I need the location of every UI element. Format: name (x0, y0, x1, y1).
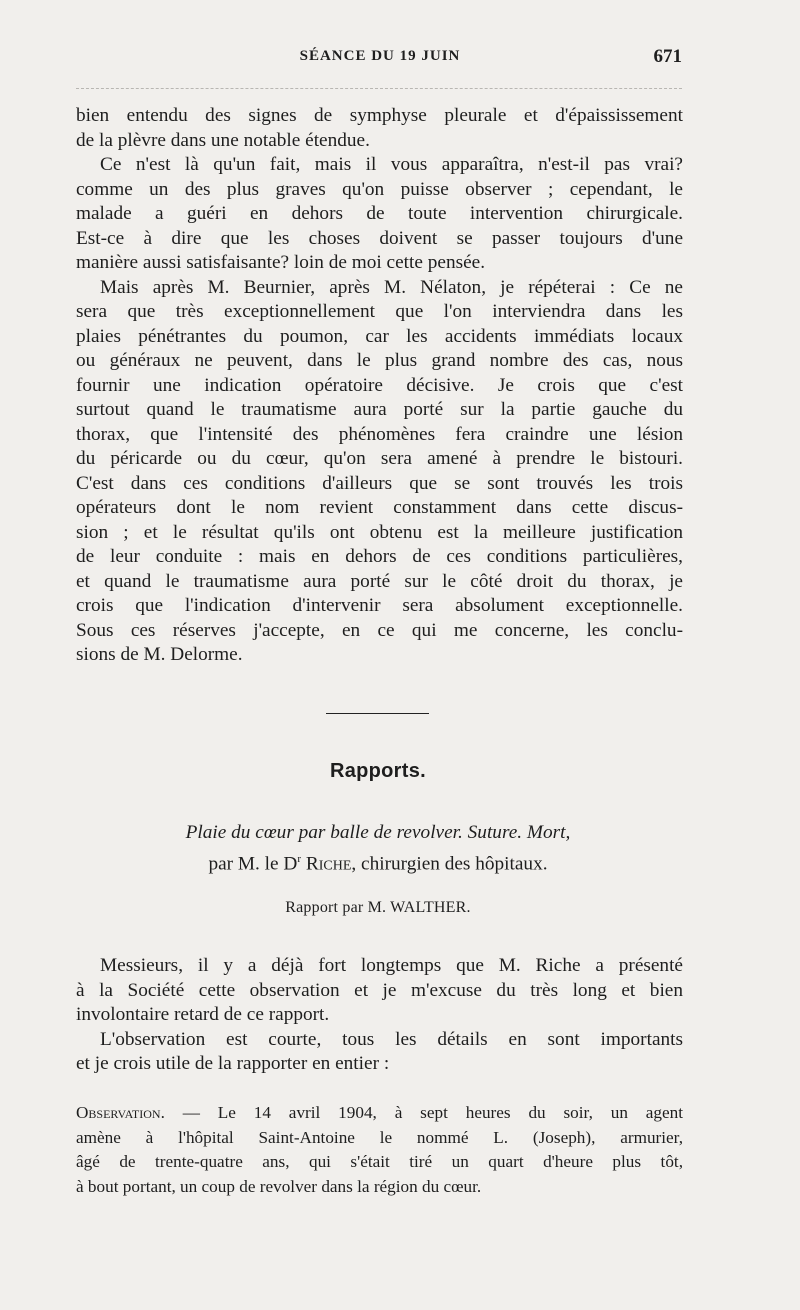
body-text (76, 104, 683, 668)
text-line: malade a guéri en dehors de toute intervention chirurgicale. (76, 203, 683, 224)
observation-first-line: — Le 14 avril 1904, à sept heures du soir, un agent (164, 1103, 683, 1122)
text-line: sion ; et le résultat qu'ils ont obtenu est la meilleure justification (76, 521, 683, 543)
text-line: involontaire retard de ce rapport. (76, 1004, 330, 1025)
text-line: Messieurs, il y a déjà fort longtemps que M. Riche a présenté (100, 955, 683, 976)
observation-label: Observation. (76, 1103, 165, 1122)
text-line: bien entendu des signes de symphyse pleurale et d'épaississement (76, 105, 683, 126)
header-rule (76, 88, 682, 89)
text-line: Mais après M. Beurnier, après M. Nélaton, je répéterai : Ce ne (100, 276, 683, 298)
text-line: crois que l'indication d'intervenir sera absolument exceptionnelle. (76, 595, 683, 616)
text-line: Ce n'est là qu'un fait, mais il vous apparaîtra, n'est-il pas vrai? (100, 154, 683, 175)
report-author-line (0, 846, 756, 877)
text-line: opérateurs dont le nom revient constamment dans cette discus- (76, 497, 683, 518)
report-title: Plaie du cœur par balle de revolver. Suture. Mort, (185, 822, 571, 843)
text-line: à la Société cette observation et je m'excuse du très long et bien (76, 979, 683, 1001)
text-line: de leur conduite : mais en dehors de ces conditions particulières, (76, 546, 683, 567)
author-title-superscript: r (297, 853, 302, 865)
text-line: de la plèvre dans une notable étendue. (76, 129, 370, 151)
text-line: Sous ces réserves j'accepte, en ce qui me concerne, les conclu- (76, 619, 683, 641)
author-prefix: par M. le D (208, 853, 298, 875)
text-line: âgé de trente-quatre ans, qui s'était tiré un quart d'heure plus tôt, (76, 1152, 683, 1171)
text-line: thorax, que l'intensité des phénomènes fera craindre une lésion (76, 423, 683, 445)
running-title: SÉANCE DU 19 JUIN (299, 48, 461, 64)
running-head (76, 48, 684, 74)
text-line: amène à l'hôpital Saint-Antoine le nommé L. (Joseph), armurier, (76, 1127, 683, 1147)
author-name: Riche (305, 853, 352, 875)
text-line: à bout portant, un coup de revolver dans la région du cœur. (76, 1176, 482, 1196)
text-line: C'est dans ces conditions d'ailleurs que se sont trouvés les trois (76, 472, 683, 494)
author-suffix: , chirurgien des hôpitaux. (351, 853, 548, 875)
section-title: Rapports. (329, 760, 427, 782)
text-line: et quand le traumatisme aura porté sur le côté droit du thorax, je (76, 570, 683, 592)
text-line: et je crois utile de la rapporter en entier : (76, 1053, 390, 1074)
text-line: sera que très exceptionnellement que l'on interviendra dans les (76, 301, 683, 322)
text-line: du péricarde ou du cœur, qu'on sera amené à prendre le bistouri. (76, 448, 683, 469)
page-number: 671 (653, 46, 682, 67)
text-line: ou généraux ne peuvent, dans le plus grand nombre des cas, nous (76, 350, 683, 371)
section-divider (326, 713, 429, 714)
text-line: comme un des plus graves qu'on puisse observer ; cependant, le (76, 178, 683, 200)
text-line: fournir une indication opératoire décisive. Je crois que c'est (76, 374, 683, 396)
report-text (76, 954, 683, 1077)
text-line: Est-ce à dire que les choses doivent se passer toujours d'une (76, 227, 683, 249)
observation-text (76, 1101, 683, 1199)
text-line: sions de M. Delorme. (76, 644, 243, 665)
text-line: manière aussi satisfaisante? loin de moi cette pensée. (76, 252, 486, 273)
text-line: plaies pénétrantes du poumon, car les accidents immédiats locaux (76, 325, 683, 347)
text-line: surtout quand le traumatisme aura porté sur la partie gauche du (76, 399, 683, 420)
text-line: L'observation est courte, tous les détails en sont importants (100, 1028, 683, 1050)
report-byline: Rapport par M. WALTHER. (285, 899, 471, 916)
text-line (76, 1101, 683, 1126)
